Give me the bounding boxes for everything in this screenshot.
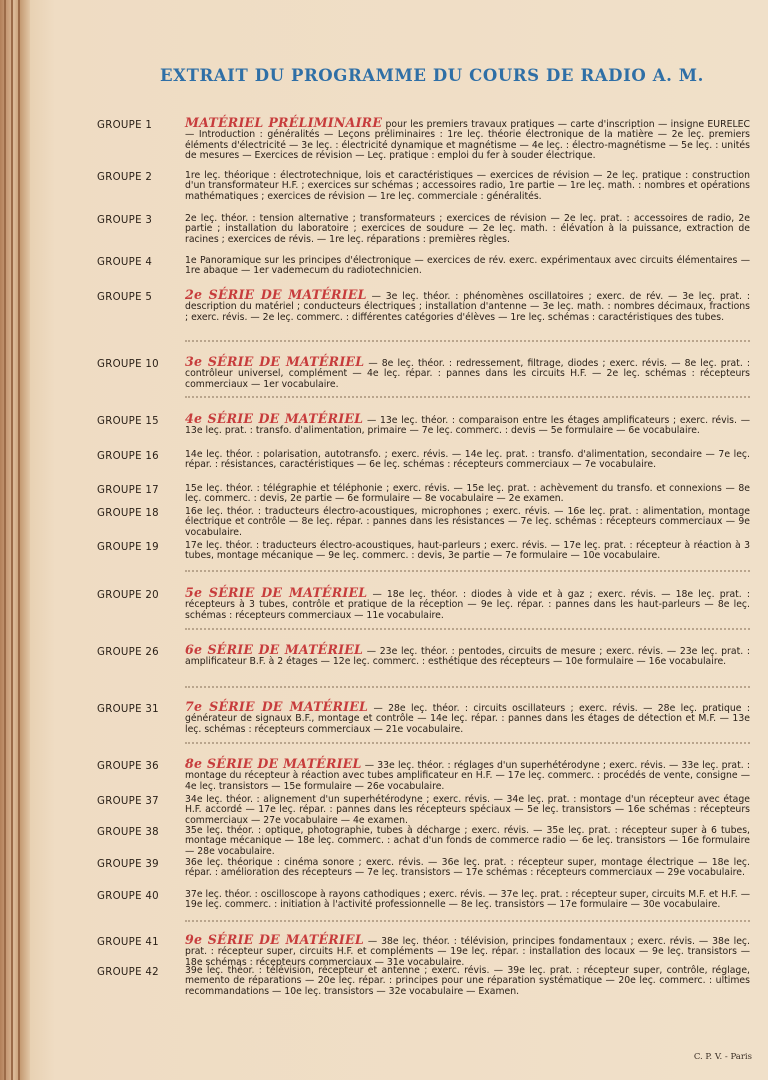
lesson-text: 36e leç. théorique : cinéma sonore ; exerc. révis. — 36e leç. prat. : récepteur super, montage électrique — 18e leç. répar. : amélioration des récepteurs — 7e leç. transistors — 17e schémas : récepteurs commerciaux — 29e vocabulaire. — [185, 857, 750, 879]
group-label: GROUPE 41 — [97, 937, 159, 948]
group-description — [185, 890, 750, 911]
lesson-text: 14e leç. théor. : polarisation, autotransfo. ; exerc. révis. — 14e leç. prat. : transfo. d'alimentation, secondaire — 7e leç. répar. : résistances, caractéristiques — 6e leç. schémas : récepteurs commerciaux — 7e vocabulaire. — [185, 449, 750, 471]
printer-credit: C. P. V. - Paris — [693, 1052, 752, 1062]
group-description — [185, 171, 750, 202]
lesson-text: — 28e leç. théor. : circuits oscillateurs ; exerc. révis. — 28e leç. pratique : générateur de signaux B.F., montage et contrôle — 14e leç. répar. : pannes dans les étages de détection et M.F. — 13e leç. schémas : récepteurs commerciaux — 21e vocabulaire. — [185, 703, 751, 735]
group-description — [185, 585, 750, 621]
lesson-text: 17e leç. théor. : traducteurs électro-acoustiques, haut-parleurs ; exerc. révis. — 17e leç. prat. : récepteur à réaction à 3 tubes, montage mécanique — 9e leç. commerc. : devis, 3e partie — 7e formulaire — 10e vocabulaire. — [185, 540, 750, 562]
group-label: GROUPE 40 — [97, 891, 159, 902]
group-label: GROUPE 16 — [97, 451, 159, 462]
series-heading: 7e SÉRIE DE MATÉRIEL — [185, 699, 369, 714]
group-label: GROUPE 17 — [97, 485, 159, 496]
group-description — [185, 354, 750, 390]
series-heading: 4e SÉRIE DE MATÉRIEL — [185, 411, 364, 426]
group-description — [185, 699, 751, 735]
group-description — [185, 966, 750, 997]
group-description — [185, 795, 750, 826]
group-label: GROUPE 5 — [97, 292, 153, 303]
group-description — [185, 858, 750, 879]
lesson-text: — 8e leç. théor. : redressement, filtrage, diodes ; exerc. révis. — 8e leç. prat. : contrôleur universel, complément — 4e leç. répar. : pannes dans les circuits H.F. — 2e leç. schémas : récepteurs commerciaux — 1er vocabulaire. — [185, 358, 750, 390]
group-description — [185, 642, 750, 668]
lesson-text: 37e leç. théor. : oscilloscope à rayons cathodiques ; exerc. révis. — 37e leç. prat. : récepteur super, circuits M.F. et H.F. — 19e leç. commerc. : initiation à l'activité professionnelle — 8e leç. transistors — 17e formulaire — 30e vocabulaire. — [185, 889, 750, 911]
section-separator — [185, 570, 750, 572]
series-heading: 9e SÉRIE DE MATÉRIEL — [185, 932, 364, 947]
series-heading: 3e SÉRIE DE MATÉRIEL — [185, 354, 365, 369]
group-description — [185, 287, 750, 323]
group-description — [185, 826, 750, 857]
group-label: GROUPE 36 — [97, 761, 159, 772]
group-description — [185, 450, 750, 471]
document-page — [30, 0, 768, 1080]
lesson-text: 15e leç. théor. : télégraphie et téléphonie ; exerc. révis. — 15e leç. prat. : achèvement du transfo. et connexions — 8e leç. commerc. : devis, 2e partie — 6e formulaire — 8e vocabulaire — 2e examen. — [185, 483, 750, 505]
binding-line — [18, 0, 20, 1080]
group-description — [185, 484, 750, 505]
group-label: GROUPE 1 — [97, 120, 153, 131]
group-label: GROUPE 39 — [97, 859, 159, 870]
group-label: GROUPE 38 — [97, 827, 159, 838]
lesson-text: — 3e leç. théor. : phénomènes oscillatoires ; exerc. de rév. — 3e leç. prat. : description du matériel ; conducteurs électriques ; installation d'antenne — 3e leç. math. : nombres décimaux, fractions ; exerc. révis. — 2e leç. commerc. : différentes catégories d'élèves — 1re leç. schémas : caractéristiques des tubes. — [185, 291, 750, 323]
group-description — [185, 932, 750, 968]
group-description — [185, 411, 750, 437]
lesson-text: — 13e leç. théor. : comparaison entre les étages amplificateurs ; exerc. révis. — 13e leç. prat. : transfo. d'alimentation, primaire — 7e leç. commerc. : devis — 5e formulaire — 6e vocabulaire. — [185, 415, 750, 437]
section-separator — [185, 920, 750, 922]
lesson-text: 2e leç. théor. : tension alternative ; transformateurs ; exercices de révision — 2e leç. prat. : accessoires de radio, 2e partie ; installation du laboratoire ; exercices de soudure — 2e leç. math. : élévation à la puissance, extraction de racines ; exercices de révis. — 1re leç. réparations : premières règles. — [185, 213, 750, 245]
group-label: GROUPE 2 — [97, 172, 153, 183]
group-label: GROUPE 42 — [97, 967, 159, 978]
book-binding — [0, 0, 30, 1080]
page-title: EXTRAIT DU PROGRAMME DU COURS DE RADIO A. M. — [160, 66, 704, 85]
lesson-text: 1re leç. théorique : électrotechnique, lois et caractéristiques — exercices de révision — 2e leç. pratique : construction d'un transformateur H.F. ; exercices sur schémas ; accessoires radio, 1re partie — 1re leç. math. : nombres et opérations mathématiques ; exercices de révision — 1re leç. commerciale : généralités. — [185, 170, 750, 202]
group-label: GROUPE 15 — [97, 416, 159, 427]
group-description — [185, 115, 750, 162]
lesson-text: — 18e leç. théor. : diodes à vide et à gaz ; exerc. révis. — 18e leç. prat. : récepteurs à 3 tubes, contrôle et pratique de la réception — 9e leç. répar. : pannes dans les haut-parleurs — 8e leç. schémas : récepteurs commerciaux — 11e vocabulaire. — [185, 589, 750, 621]
lesson-text: 34e leç. théor. : alignement d'un superhétérodyne ; exerc. révis. — 34e leç. prat. : montage d'un récepteur avec étage H.F. accordé — 17e leç. répar. : pannes dans les récepteurs spéciaux — 5e leç. transistors — 16e schémas : récepteurs commerciaux — 27e vocabulaire — 4e examen. — [185, 794, 750, 826]
series-heading: 6e SÉRIE DE MATÉRIEL — [185, 642, 364, 657]
group-label: GROUPE 20 — [97, 590, 159, 601]
group-label: GROUPE 19 — [97, 542, 159, 553]
group-description — [185, 507, 750, 538]
section-separator — [185, 628, 750, 630]
lesson-text: pour les premiers travaux pratiques — carte d'inscription — insigne EURELEC — Introduction : généralités — Leçons préliminaires : 1re leç. théorie électronique de la matière — 2e leç. premiers éléments d'électricité — 3e leç. : électricité dynamique et magnétisme — 4e leç. : électro-magnétisme — 5e leç. : unités de mesures — Exercices de révision — Leç. pratique : emploi du fer à souder électrique. — [185, 119, 750, 162]
group-label: GROUPE 4 — [97, 257, 153, 268]
lesson-text: — 38e leç. théor. : télévision, principes fondamentaux ; exerc. révis. — 38e leç. prat. : récepteur super, circuits H.F. et compléments — 19e leç. répar. : installation des locaux — 9e leç. transistors — 18e schémas : récepteurs commerciaux — 31e vocabulaire. — [185, 936, 750, 968]
group-description — [185, 256, 750, 277]
lesson-text: 39e leç. théor. : télévision, récepteur et antenne ; exerc. révis. — 39e leç. prat. : récepteur super, contrôle, réglage, memento de réparations — 20e leç. répar. : principes pour une réparation systématique — 20e leç. commerc. : ultimes recommandations — 10e leç. transistors — 32e vocabulaire — Examen. — [185, 965, 750, 997]
series-heading: 2e SÉRIE DE MATÉRIEL — [185, 287, 367, 302]
lesson-text: — 23e leç. théor. : pentodes, circuits de mesure ; exerc. révis. — 23e leç. prat. : amplificateur B.F. à 2 étages — 12e leç. commerc. : esthétique des récepteurs — 10e formulaire — 16e vocabulaire. — [185, 646, 750, 668]
series-heading: 5e SÉRIE DE MATÉRIEL — [185, 585, 368, 600]
group-description — [185, 756, 751, 792]
lesson-text: — 33e leç. théor. : réglages d'un superhétérodyne ; exerc. révis. — 33e leç. prat. : montage du récepteur à réaction avec tubes amplificateur en H.F. — 17e leç. commerc. : procédés de vente, consigne — 4e leç. transistors — 15e formulaire — 26e vocabulaire. — [185, 760, 751, 792]
series-heading: 8e SÉRIE DE MATÉRIEL — [185, 756, 362, 771]
group-description — [185, 214, 750, 245]
section-separator — [185, 686, 750, 688]
group-label: GROUPE 31 — [97, 704, 159, 715]
group-label: GROUPE 3 — [97, 215, 153, 226]
lesson-text: 1e Panoramique sur les principes d'électronique — exercices de rév. exerc. expérimentaux avec circuits élémentaires — 1re abaque — 1er vademecum du radiotechnicien. — [185, 255, 750, 277]
series-heading: MATÉRIEL PRÉLIMINAIRE — [185, 115, 383, 130]
binding-line — [4, 0, 6, 1080]
lesson-text: 16e leç. théor. : traducteurs électro-acoustiques, microphones ; exerc. révis. — 16e leç. prat. : alimentation, montage électrique et contrôle — 8e leç. répar. : pannes dans les résistances — 7e leç. schémas : récepteurs commerciaux — 9e vocabulaire. — [185, 506, 750, 538]
section-separator — [185, 742, 750, 744]
group-label: GROUPE 26 — [97, 647, 159, 658]
group-label: GROUPE 18 — [97, 508, 159, 519]
section-separator — [185, 340, 750, 342]
group-label: GROUPE 37 — [97, 796, 159, 807]
group-label: GROUPE 10 — [97, 359, 159, 370]
binding-line — [11, 0, 13, 1080]
section-separator — [185, 396, 750, 398]
group-description — [185, 541, 750, 562]
lesson-text: 35e leç. théor. : optique, photographie, tubes à décharge ; exerc. révis. — 35e leç. prat. : récepteur super à 6 tubes, montage mécanique — 18e leç. commerc. : achat d'un fonds de commerce radio — 6e leç. transistors — 16e formulaire — 28e vocabulaire. — [185, 825, 750, 857]
